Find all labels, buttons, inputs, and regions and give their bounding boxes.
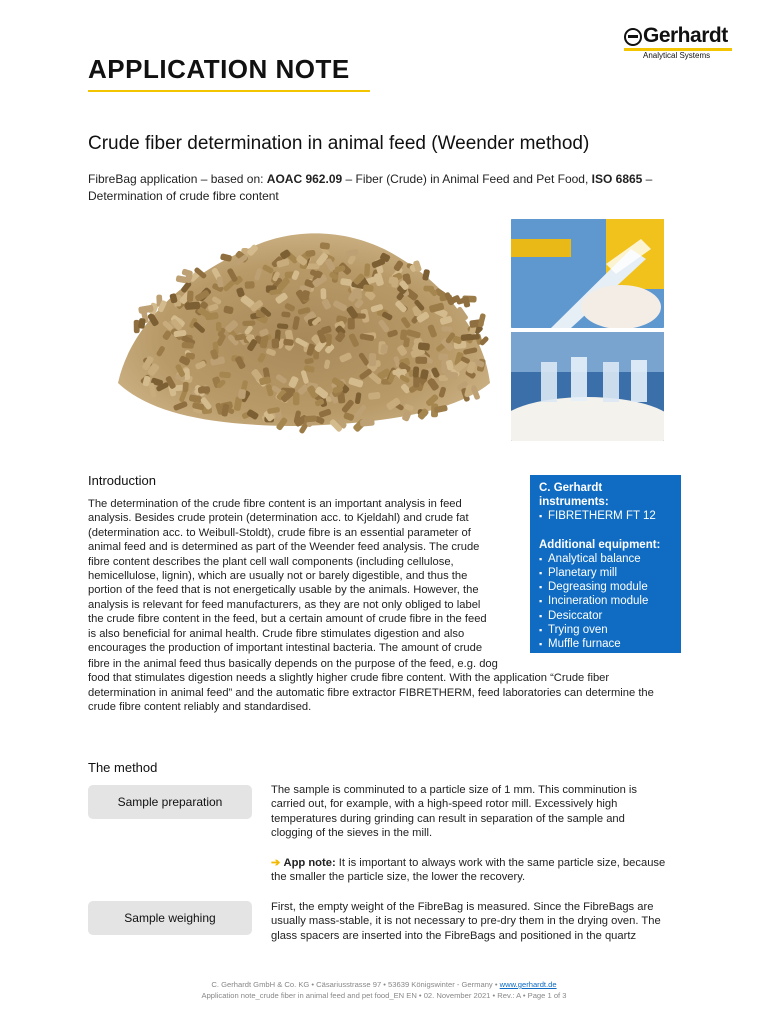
pellet xyxy=(415,357,427,364)
standard-iso: ISO 6865 xyxy=(591,172,643,186)
text-line: determination in animal feed” and the automatic fibre extractor FIBRETHERM, feed laboratories can determine the xyxy=(88,686,654,699)
pellet xyxy=(369,353,377,366)
pellet xyxy=(242,320,255,326)
pellet xyxy=(277,323,289,329)
introduction-text-continued xyxy=(88,657,688,715)
pellet xyxy=(364,263,370,276)
pellet xyxy=(272,338,280,348)
text-line: usually mass-stable, it is not necessary to pre-dry them in the drying oven. The xyxy=(271,915,661,928)
pellet xyxy=(438,353,448,360)
step-sample-weighing: Sample weighing xyxy=(88,901,252,935)
footer-doc-info: Application note_crude fiber in animal feed and pet food_EN EN • 02. November 2021 • Rev.: A • Page 1 of 3 xyxy=(201,991,567,1000)
list-item: ▪ Analytical balance xyxy=(539,552,673,566)
introduction-heading: Introduction xyxy=(88,473,156,488)
step-sample-weighing-text xyxy=(271,900,689,943)
lab-photo-glassware xyxy=(511,332,664,441)
list-item: ▪ Trying oven xyxy=(539,623,673,637)
pellet xyxy=(220,253,232,262)
pellet xyxy=(304,415,317,422)
subtitle-suffix: – Determination of crude fibre content xyxy=(88,172,653,203)
pellet xyxy=(198,386,211,394)
footer-address-text: C. Gerhardt GmbH & Co. KG • Cäsariusstrasse 97 • 53639 Königswinter - Germany • xyxy=(211,980,500,989)
introduction-text xyxy=(88,497,508,655)
instruments-heading: C. Gerhardt instruments: xyxy=(539,482,609,509)
pellet xyxy=(238,389,246,399)
equipment-heading: Additional equipment: xyxy=(539,538,661,551)
feed-pellets-image xyxy=(100,218,500,440)
pellet xyxy=(187,291,194,302)
instruments-list xyxy=(539,509,673,523)
pellet xyxy=(348,318,355,330)
gerhardt-logo-mark-icon xyxy=(624,28,642,46)
text-line: fibre content describes the plant cell wall components (including cellulose, xyxy=(88,555,454,568)
step-sample-preparation: Sample preparation xyxy=(88,785,252,819)
text-line: (determination acc. to Weibull-Stoldt), crude fibre is an essential parameter of xyxy=(88,526,471,539)
equipment-list xyxy=(539,552,673,651)
text-line: crude fibre content reliably and standardised. xyxy=(88,701,312,714)
text-line: analysis is relevant for feed manufacturers, as they are not only obliged to label xyxy=(88,598,481,611)
footer-website-link[interactable]: www.gerhardt.de xyxy=(499,980,557,989)
pellet xyxy=(360,419,375,427)
pellet xyxy=(245,281,255,289)
pellet xyxy=(368,392,381,400)
document-type: APPLICATION NOTE xyxy=(88,54,350,84)
pellet xyxy=(185,302,200,310)
app-note xyxy=(271,856,689,885)
gerhardt-logo xyxy=(624,26,734,64)
logo-name: Gerhardt xyxy=(643,24,728,47)
text-line: First, the empty weight of the FibreBag is measured. Since the FibreBags are xyxy=(271,901,654,913)
text-line: encourages the production of important intestinal bacteria. The amount of crude xyxy=(88,642,483,655)
pellet xyxy=(182,342,194,349)
app-note-text: It is important to always work with the same particle size, because xyxy=(335,857,666,869)
pellet xyxy=(363,284,374,292)
text-line: animal feed and is determined as part of the Weender feed analysis. The crude xyxy=(88,541,480,554)
lab-photo-pipette xyxy=(511,219,664,328)
text-line: The determination of the crude fibre content is an important analysis in feed xyxy=(88,498,462,510)
step-sample-preparation-text xyxy=(271,783,689,841)
text-line: hemicellulose, lignin), which are usually not or barely digestible, and thus the xyxy=(88,570,468,583)
subtitle-mid: – Fiber (Crude) in Animal Feed and Pet Food, xyxy=(342,172,592,186)
text-line: temperatures during grinding can result in separation of the sample and xyxy=(271,812,625,825)
pellet xyxy=(216,322,221,332)
arrow-right-icon: ➔ xyxy=(271,857,281,869)
list-item: ▪ FIBRETHERM FT 12 xyxy=(539,509,673,523)
pellet xyxy=(461,334,473,341)
pellet xyxy=(441,326,452,332)
footer-address xyxy=(0,980,768,989)
list-item: ▪ Planetary mill xyxy=(539,566,673,580)
text-line: the smaller the particle size, the lower the recovery. xyxy=(271,871,526,884)
list-item: ▪ Desiccator xyxy=(539,609,673,623)
page-title: Crude fiber determination in animal feed (Weender method) xyxy=(88,133,590,154)
text-line: food that stimulates digestion needs a slightly higher crude fibre content. With the application “Crude fiber xyxy=(88,672,610,685)
list-item: ▪ Muffle furnace xyxy=(539,637,673,651)
pellet xyxy=(413,366,420,377)
logo-tagline: Analytical Systems xyxy=(643,51,711,60)
text-line: is also beneficial for animal health. Crude fibre stimulates digestion and also xyxy=(88,627,465,640)
page-subtitle xyxy=(88,171,688,205)
pellet xyxy=(219,371,231,378)
text-line: carried out, for example, with a high-speed rotor mill. Excessively high xyxy=(271,798,618,811)
list-item: ▪ Degreasing module xyxy=(539,580,673,594)
doc-type-underline xyxy=(88,90,370,92)
text-line: portion of the feed that is not energetically usable by the animals. However, the xyxy=(88,584,479,597)
pellet xyxy=(423,286,434,292)
pellet xyxy=(182,382,188,393)
pellet xyxy=(320,288,326,299)
text-line: analysis. Besides crude protein (determination acc. to Kjeldahl) and crude fat xyxy=(88,512,469,525)
text-line: glass spacers are inserted into the FibreBags and positioned in the quartz xyxy=(271,929,637,942)
pellet xyxy=(281,311,291,317)
text-line: The sample is comminuted to a particle size of 1 mm. This comminution is xyxy=(271,784,638,796)
list-item: ▪ Incineration module xyxy=(539,594,673,608)
text-line: fibre in the animal feed thus basically depends on the purpose of the feed, e.g. dog xyxy=(88,658,498,670)
text-line: clogging of the sieves in the mill. xyxy=(271,827,433,840)
pellet xyxy=(418,342,430,351)
text-line: the crude fibre content in the feed, but a certain amount of crude fibre in the feed xyxy=(88,613,487,626)
text-line xyxy=(271,856,689,870)
pellet xyxy=(293,392,299,405)
method-heading: The method xyxy=(88,760,158,775)
subtitle-prefix: FibreBag application – based on: xyxy=(88,172,267,186)
instruments-box xyxy=(530,475,681,653)
app-note-label: App note: xyxy=(283,857,336,869)
pellet xyxy=(305,250,315,257)
pellet xyxy=(283,339,294,346)
standard-aoac: AOAC 962.09 xyxy=(266,172,343,186)
pellet xyxy=(320,242,331,250)
